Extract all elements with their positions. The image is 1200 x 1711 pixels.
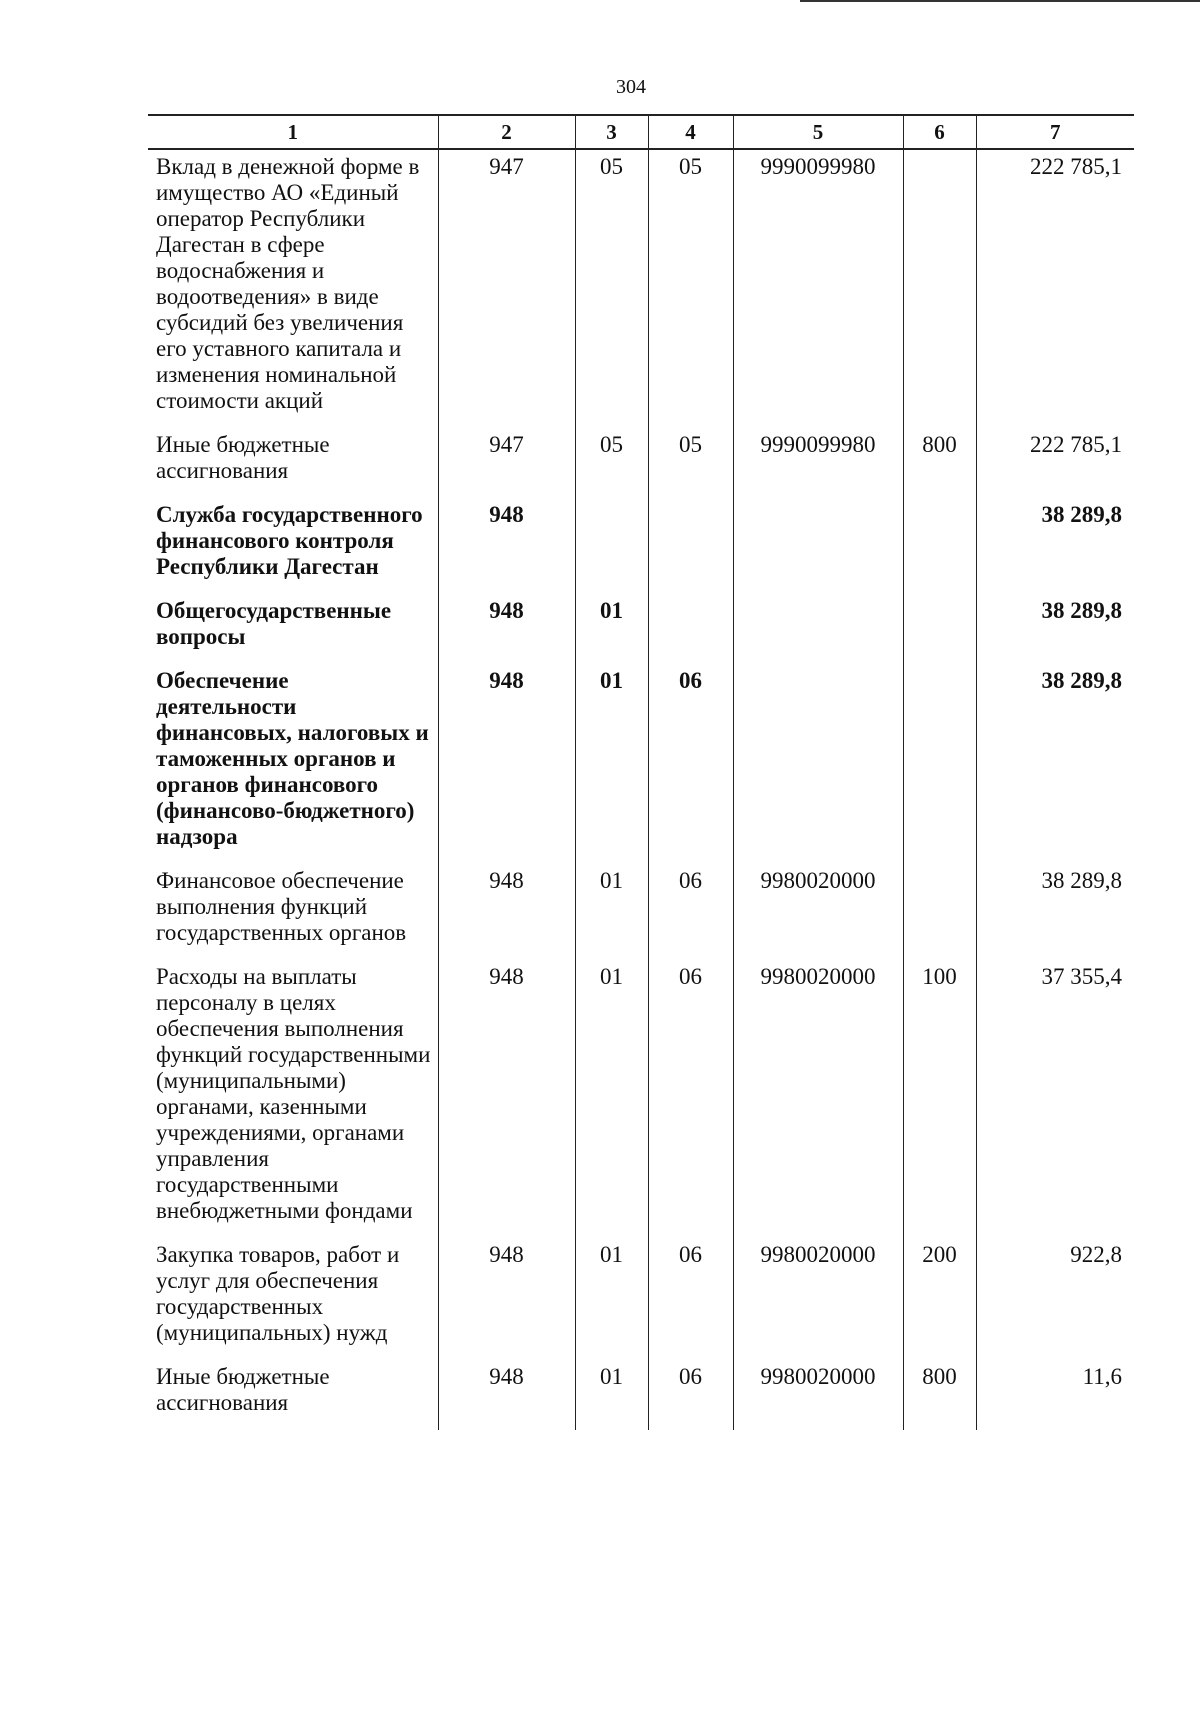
- row-col-4: 06: [648, 1238, 733, 1360]
- row-col-7: 922,8: [976, 1238, 1134, 1360]
- row-col-5: [733, 594, 903, 664]
- row-col-4: 06: [648, 664, 733, 864]
- row-description: Служба государственного финансового контроля Республики Дагестан: [156, 502, 423, 579]
- row-col-5: 9990099980: [733, 149, 903, 428]
- row-col-4: [648, 594, 733, 664]
- row-col-6: [903, 664, 976, 864]
- header-col-6: 6: [903, 115, 976, 149]
- table-row: [148, 664, 1134, 864]
- row-col-3: 01: [575, 1360, 648, 1430]
- table-row: [148, 960, 1134, 1238]
- table-row: [148, 428, 1134, 498]
- header-col-2: 2: [438, 115, 575, 149]
- header-col-1: 1: [148, 115, 438, 149]
- row-col-6: 200: [903, 1238, 976, 1360]
- row-col-4: 05: [648, 428, 733, 498]
- row-col-5: [733, 498, 903, 594]
- scan-edge-line: [800, 0, 1200, 2]
- row-col-3: 05: [575, 428, 648, 498]
- row-col-3: 05: [575, 149, 648, 428]
- row-col-3: [575, 498, 648, 594]
- table-row: [148, 149, 1134, 428]
- row-col-5: 9980020000: [733, 1238, 903, 1360]
- row-col-5: 9990099980: [733, 428, 903, 498]
- header-col-7: 7: [976, 115, 1134, 149]
- row-col-7: 38 289,8: [976, 864, 1134, 960]
- row-col-5: 9980020000: [733, 1360, 903, 1430]
- row-col-2: 947: [438, 428, 575, 498]
- row-col-5: 9980020000: [733, 864, 903, 960]
- row-col-2: 948: [438, 864, 575, 960]
- row-col-4: 06: [648, 960, 733, 1238]
- row-col-2: 947: [438, 149, 575, 428]
- row-col-6: [903, 498, 976, 594]
- row-col-3: 01: [575, 664, 648, 864]
- row-description: Иные бюджетные ассигнования: [156, 432, 330, 483]
- row-col-2: 948: [438, 594, 575, 664]
- row-col-7: 222 785,1: [976, 428, 1134, 498]
- row-col-6: [903, 149, 976, 428]
- row-col-2: 948: [438, 1360, 575, 1430]
- table-row: [148, 594, 1134, 664]
- row-col-2: 948: [438, 498, 575, 594]
- table-body: [148, 149, 1134, 1430]
- row-col-5: 9980020000: [733, 960, 903, 1238]
- row-col-6: 800: [903, 1360, 976, 1430]
- header-col-3: 3: [575, 115, 648, 149]
- row-col-2: 948: [438, 664, 575, 864]
- row-col-4: 06: [648, 864, 733, 960]
- row-description: Обеспечение деятельности финансовых, налоговых и таможенных органов и органов финансового (финансово-бюджетного) надзора: [156, 668, 429, 849]
- row-col-7: 38 289,8: [976, 594, 1134, 664]
- row-col-7: 11,6: [976, 1360, 1134, 1430]
- table-header-row: [148, 115, 1134, 149]
- row-description: Вклад в денежной форме в имущество АО «Единый оператор Республики Дагестан в сфере водоснабжения и водоотведения» в виде субсидий без увеличения его уставного капитала и изменения номинальной стоимости акций: [156, 154, 420, 413]
- row-col-3: 01: [575, 960, 648, 1238]
- row-col-6: 100: [903, 960, 976, 1238]
- budget-table: [148, 114, 1134, 1430]
- row-col-3: 01: [575, 864, 648, 960]
- row-col-4: 05: [648, 149, 733, 428]
- table-row: [148, 864, 1134, 960]
- row-col-7: 222 785,1: [976, 149, 1134, 428]
- row-col-3: 01: [575, 1238, 648, 1360]
- row-description: Финансовое обеспечение выполнения функций государственных органов: [156, 868, 407, 945]
- row-col-4: 06: [648, 1360, 733, 1430]
- row-col-7: 37 355,4: [976, 960, 1134, 1238]
- row-col-6: [903, 594, 976, 664]
- table-row: [148, 1238, 1134, 1360]
- row-col-7: 38 289,8: [976, 498, 1134, 594]
- row-col-2: 948: [438, 960, 575, 1238]
- row-col-4: [648, 498, 733, 594]
- page-number: 304: [616, 76, 646, 98]
- row-col-3: 01: [575, 594, 648, 664]
- row-description: Иные бюджетные ассигнования: [156, 1364, 330, 1415]
- row-col-6: 800: [903, 428, 976, 498]
- row-description: Закупка товаров, работ и услуг для обеспечения государственных (муниципальных) нужд: [156, 1242, 400, 1345]
- table-row: [148, 1360, 1134, 1430]
- header-col-4: 4: [648, 115, 733, 149]
- row-col-5: [733, 664, 903, 864]
- table-row: [148, 498, 1134, 594]
- row-col-2: 948: [438, 1238, 575, 1360]
- row-col-6: [903, 864, 976, 960]
- row-col-7: 38 289,8: [976, 664, 1134, 864]
- header-col-5: 5: [733, 115, 903, 149]
- row-description: Расходы на выплаты персоналу в целях обеспечения выполнения функций государственными (муниципальными) органами, казенными учреждениями, органами управления государственными внебюджетными фондами: [156, 964, 431, 1223]
- row-description: Общегосударственные вопросы: [156, 598, 392, 649]
